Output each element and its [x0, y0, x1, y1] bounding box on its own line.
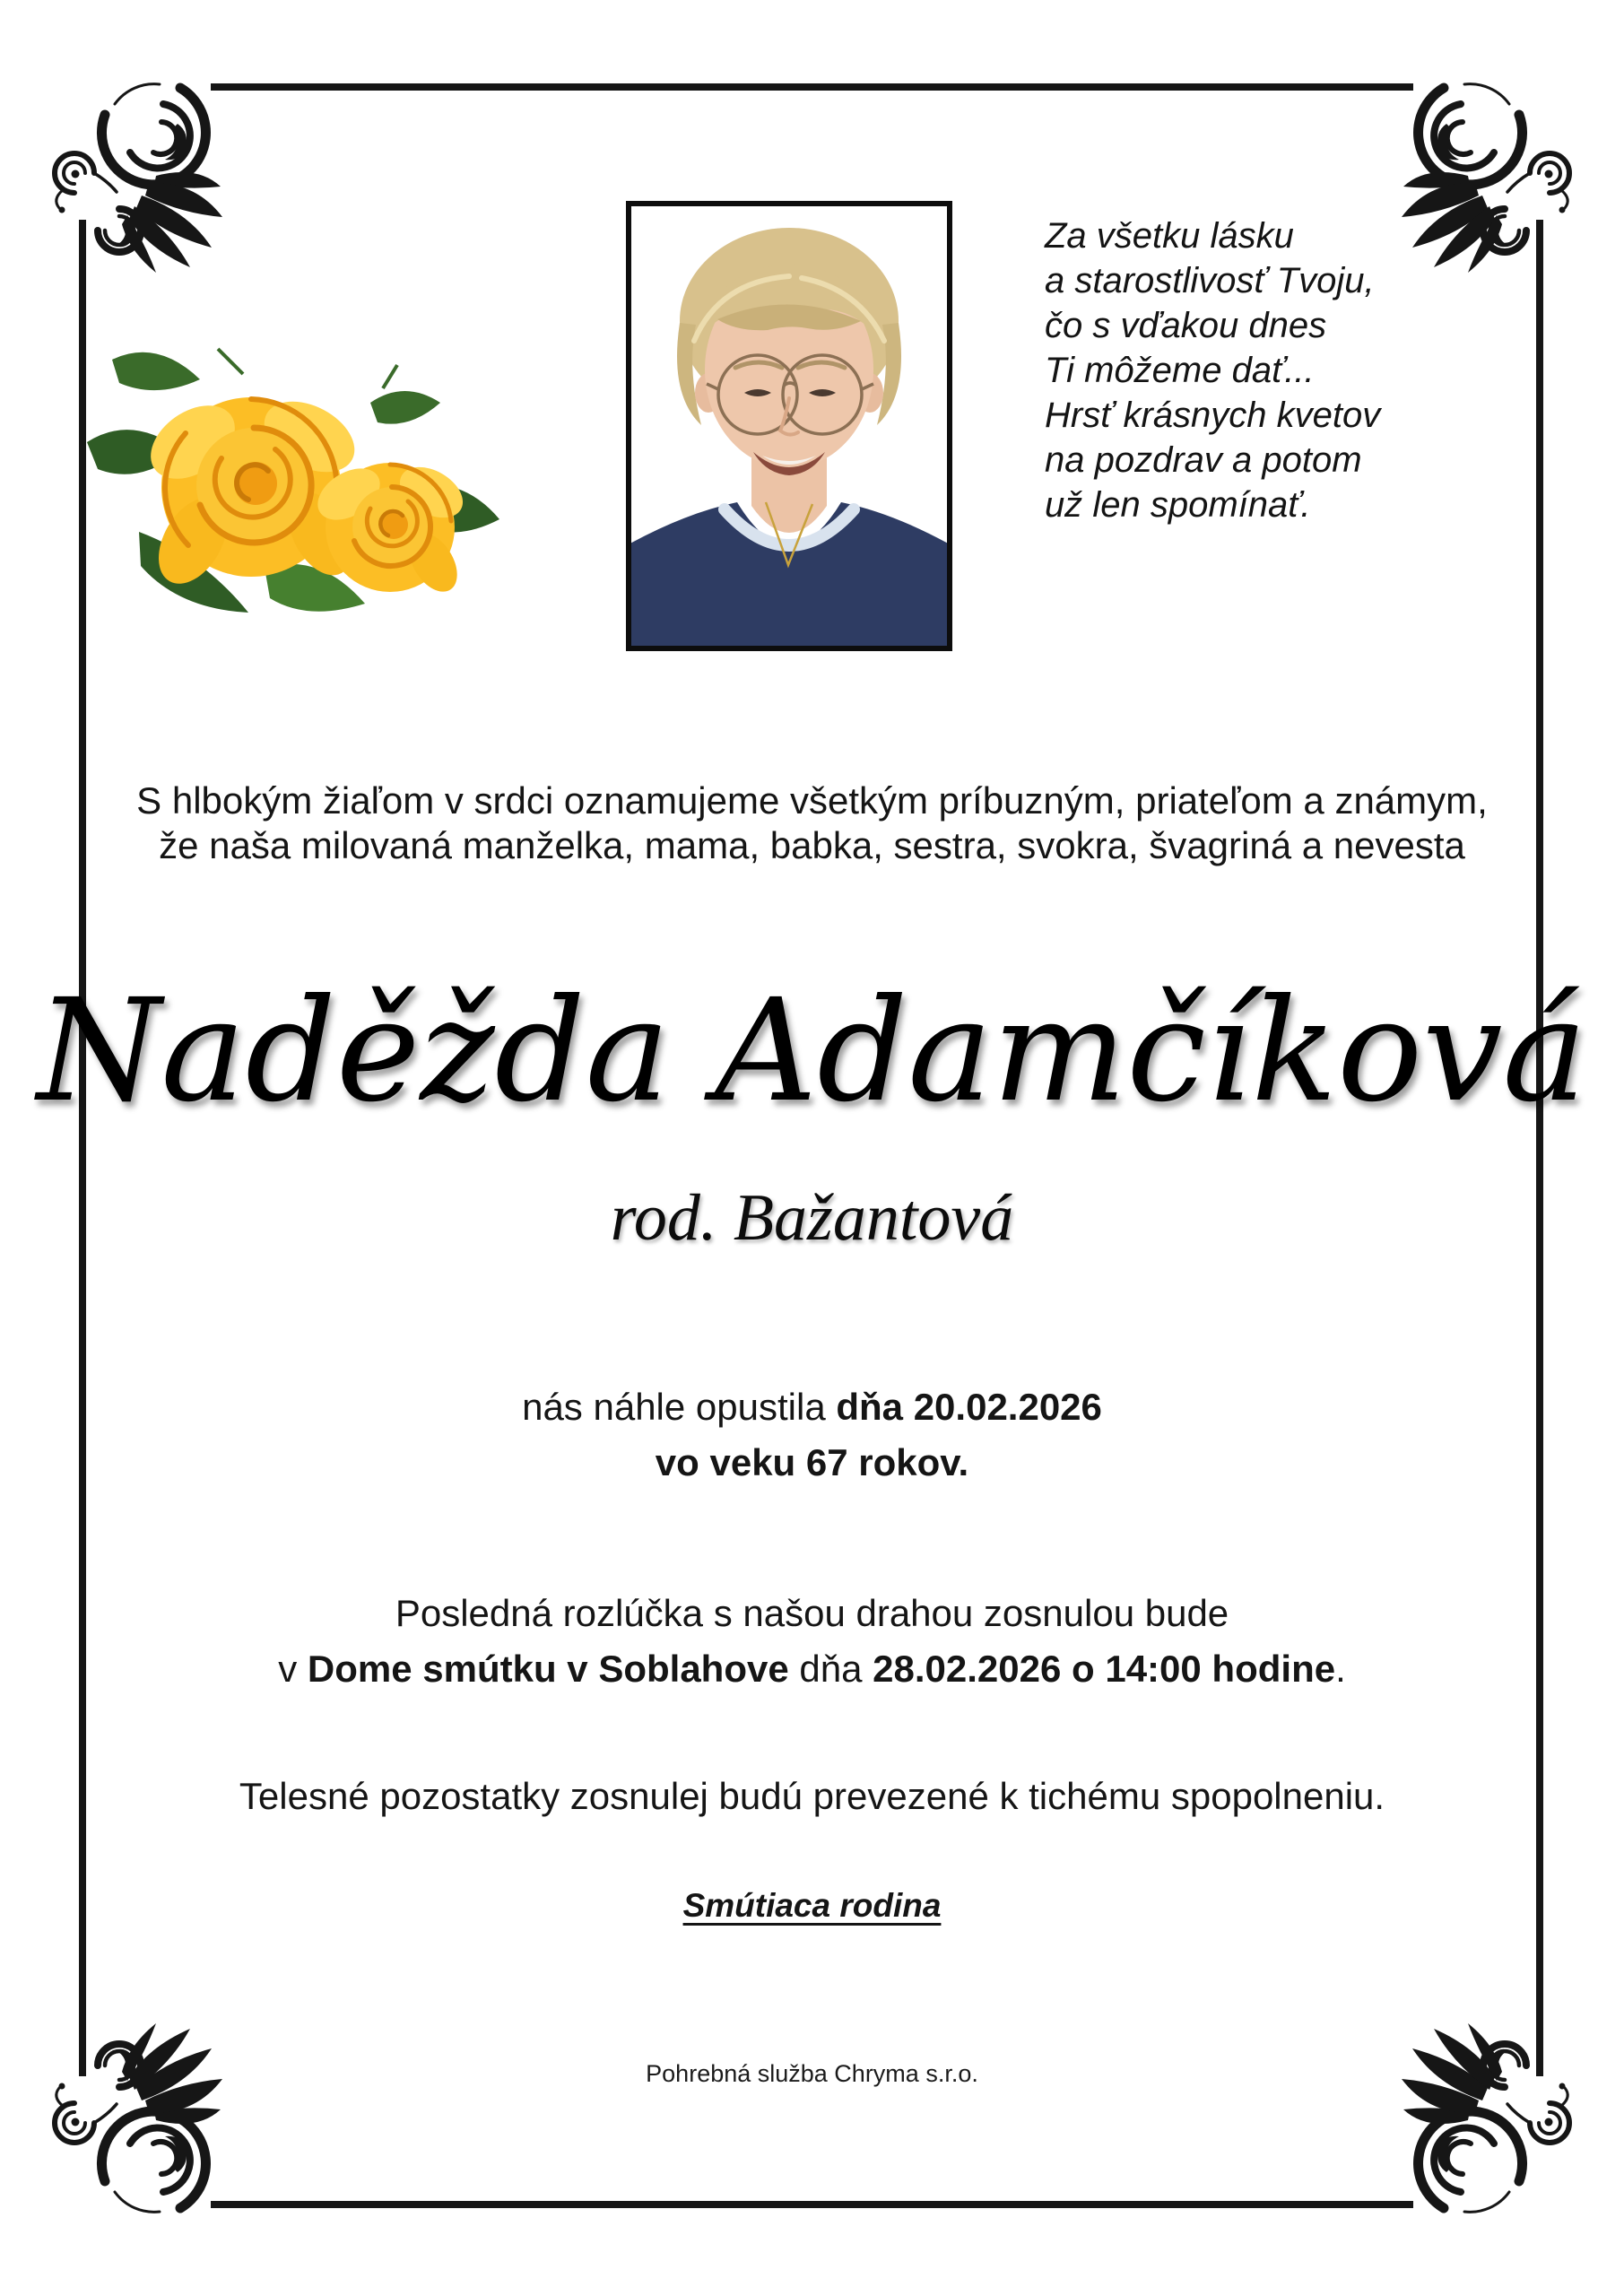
age-line: vo veku 67 rokov.	[655, 1441, 969, 1483]
announcement-line-2: že naša milovaná manželka, mama, babka, sestra, svokra, švagriná a nevesta	[159, 824, 1465, 866]
poem-line: čo s vďakou dnes	[1045, 306, 1327, 345]
memorial-poem	[1045, 213, 1448, 527]
poem-line: a starostlivosť Tvoju,	[1045, 261, 1375, 300]
funeral-line-1: Posledná rozlúčka s našou drahou zosnulou bude	[395, 1592, 1229, 1634]
poem-line: na pozdrav a potom	[1045, 440, 1362, 480]
announcement	[90, 778, 1534, 868]
poem-line: Za všetku lásku	[1045, 216, 1294, 256]
closing-signature-text: Smútiaca rodina	[682, 1887, 942, 1924]
portrait-photo	[626, 201, 952, 651]
poem-line: Hrsť krásnych kvetov	[1045, 396, 1381, 435]
funeral-info	[90, 1586, 1534, 1697]
funeral-home-footer: Pohrebná služba Chryma s.r.o.	[646, 2060, 978, 2087]
corner-flourish-icon	[45, 2016, 224, 2249]
funeral-line-2: v Dome smútku v Soblahove dňa 28.02.2026 o 14:00 hodine.	[278, 1648, 1346, 1690]
death-date-line: nás náhle opustila dňa 20.02.2026	[522, 1386, 1102, 1428]
maiden-name: rod. Bažantová	[610, 1181, 1014, 1255]
deceased-name: Naděžda Adamčíková	[37, 969, 1587, 1134]
corner-flourish-icon	[45, 47, 224, 280]
corner-flourish-icon	[1400, 2016, 1579, 2249]
poem-line: už len spomínať.	[1045, 485, 1311, 525]
death-info	[90, 1379, 1534, 1491]
remains-note: Telesné pozostatky zosnulej budú prevezené k tichému spopolneniu.	[239, 1775, 1385, 1817]
announcement-line-1: S hlbokým žiaľom v srdci oznamujeme všetkým príbuzným, priateľom a známym,	[136, 779, 1488, 822]
closing-signature	[90, 1887, 1534, 1925]
yellow-roses-image	[85, 344, 502, 629]
poem-line: Ti môžeme dať...	[1045, 351, 1315, 390]
